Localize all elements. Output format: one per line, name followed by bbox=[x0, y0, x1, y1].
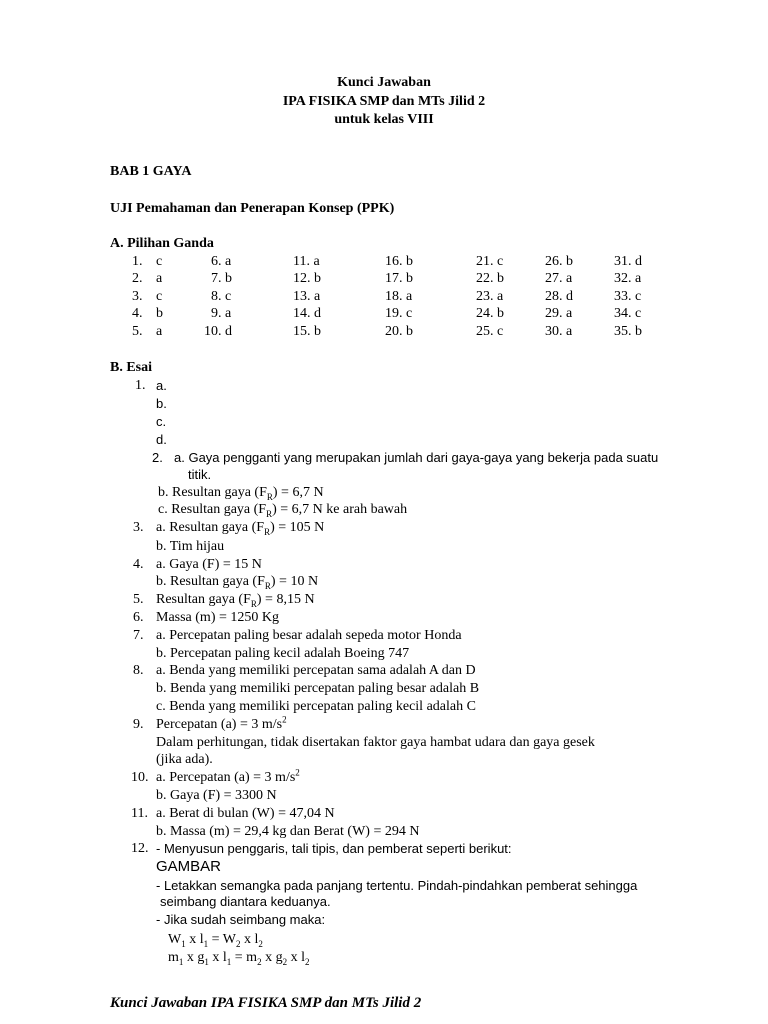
essay-item: a. Berat di bulan (W) = 47,04 N bbox=[156, 806, 335, 821]
essay-number: 11. bbox=[131, 806, 148, 821]
chapter-heading: BAB 1 GAYA bbox=[110, 164, 192, 179]
essay-item: - Menyusun penggaris, tali tipis, dan pemberat seperti berikut: bbox=[156, 841, 512, 856]
mc-answer: 2. a bbox=[132, 271, 163, 286]
mc-answer: 29. a bbox=[545, 306, 573, 321]
mc-answer: 30. a bbox=[545, 324, 573, 339]
mc-answer: 28. d bbox=[545, 289, 573, 304]
equation: $m_1$ x $g_1$ x $l_1 = m_2$ x $g_2$ x $l_2$ bbox=[168, 950, 310, 967]
essay-item: a. Percepatan (a) = 3 $m/s^2$ bbox=[156, 767, 300, 785]
mc-answer: 18. a bbox=[385, 289, 413, 304]
essay-item: titik. bbox=[188, 467, 212, 482]
essay-number: 8. bbox=[133, 663, 144, 678]
mc-answer: 21. c bbox=[476, 254, 504, 269]
essay-item: a. Percepatan paling besar adalah sepeda motor Honda bbox=[156, 628, 462, 643]
mc-answer: 23. a bbox=[476, 289, 504, 304]
essay-item: b. Percepatan paling kecil adalah Boeing 747 bbox=[156, 646, 410, 661]
essay-number: 10. bbox=[131, 770, 149, 785]
essay-item: d. bbox=[156, 432, 167, 447]
mc-answer: 25. c bbox=[476, 324, 504, 339]
mc-answer: 14. d bbox=[293, 306, 321, 321]
essay-item: a. Gaya pengganti yang merupakan jumlah dari gaya-gaya yang bekerja pada suatu bbox=[174, 450, 659, 465]
mc-answer: 11. a bbox=[293, 254, 320, 269]
essay-item: b. Massa (m) = 29,4 kg dan Berat (W) = 294 N bbox=[156, 824, 420, 839]
essay-item: c. bbox=[156, 414, 167, 429]
essay-item: b. Tim hijau bbox=[156, 539, 225, 554]
essay-item: Resultan gaya $(F_R) = 8,15$ N bbox=[156, 592, 315, 609]
essay-number: 2. bbox=[152, 450, 163, 465]
essay-item: c. Resultan gaya $(F_R) = 6,7$ N ke arah bawah bbox=[158, 502, 408, 519]
essay-item: b. Resultan gaya $(F_R) = 10$ N bbox=[156, 574, 319, 591]
essay-number: 5. bbox=[133, 592, 144, 607]
essay-item: a. bbox=[156, 378, 167, 393]
mc-answer: 3. c bbox=[132, 289, 163, 304]
mc-answer: 8. c bbox=[211, 289, 232, 304]
mc-answer: 1. c bbox=[132, 254, 163, 269]
essay-number: 7. bbox=[133, 628, 144, 643]
mc-answer: 22. b bbox=[476, 271, 504, 286]
mc-answer: 24. b bbox=[476, 306, 504, 321]
mc-answer: 20. b bbox=[385, 324, 413, 339]
mc-answer: 33. c bbox=[614, 289, 642, 304]
mc-answer: 26. b bbox=[545, 254, 573, 269]
essay-number: 12. bbox=[131, 841, 149, 856]
essay-item: (jika ada). bbox=[156, 752, 213, 767]
essay-item: Massa (m) = 1250 Kg bbox=[156, 610, 279, 625]
doc-title-line1: Kunci Jawaban bbox=[337, 75, 431, 90]
mc-answer: 13. a bbox=[293, 289, 321, 304]
mc-answer: 5. a bbox=[132, 324, 163, 339]
mc-answer: 9. a bbox=[211, 306, 232, 321]
figure-placeholder: GAMBAR bbox=[156, 858, 222, 875]
essay-item: - Jika sudah seimbang maka: bbox=[156, 912, 326, 927]
mc-answer: 4. b bbox=[132, 306, 163, 321]
mc-answer: 27. a bbox=[545, 271, 573, 286]
mc-answer: 16. b bbox=[385, 254, 413, 269]
page-footer: Kunci Jawaban IPA FISIKA SMP dan MTs Jilid 2 bbox=[110, 995, 422, 1011]
equation: $W_1$ x $l_1 = W_2$ x $l_2$ bbox=[168, 932, 263, 949]
doc-title-line3: untuk kelas VIII bbox=[334, 112, 434, 127]
mc-answer: 35. b bbox=[614, 324, 642, 339]
essay-item: - Letakkan semangka pada panjang tertentu. Pindah-pindahkan pemberat sehingga bbox=[156, 878, 638, 893]
essay-item: a. Gaya (F) = 15 N bbox=[156, 557, 262, 572]
essay-item: b. Resultan gaya $(F_R) = 6,7$ N bbox=[158, 485, 324, 502]
mc-answer: 32. a bbox=[614, 271, 642, 286]
essay-number: 3. bbox=[133, 520, 144, 535]
mc-answer: 10. d bbox=[204, 324, 232, 339]
essay-number: 9. bbox=[133, 717, 144, 732]
doc-title-line2: IPA FISIKA SMP dan MTs Jilid 2 bbox=[282, 94, 486, 109]
essay-item: c. Benda yang memiliki percepatan paling kecil adalah C bbox=[156, 699, 476, 714]
essay-item: seimbang diantara keduanya. bbox=[160, 894, 331, 909]
mc-answer: 34. c bbox=[614, 306, 642, 321]
essay-item: a. Resultan gaya $(F_R) = 105$ N bbox=[156, 520, 325, 537]
mc-answer: 17. b bbox=[385, 271, 413, 286]
mc-answer: 19. c bbox=[385, 306, 413, 321]
essay-item: b. bbox=[156, 396, 167, 411]
part-a-heading: A. Pilihan Ganda bbox=[110, 236, 214, 251]
mc-answer: 7. b bbox=[211, 271, 232, 286]
mc-answer: 6. a bbox=[211, 254, 232, 269]
essay-item: Percepatan (a) = 3 $m/s^2$ bbox=[156, 714, 287, 732]
section-heading: UJI Pemahaman dan Penerapan Konsep (PPK) bbox=[110, 201, 395, 216]
mc-answer: 31. d bbox=[614, 254, 642, 269]
mc-answer: 15. b bbox=[293, 324, 321, 339]
essay-number: 4. bbox=[133, 557, 144, 572]
essay-item: b. Gaya (F) = 3300 N bbox=[156, 788, 277, 803]
mc-answer: 12. b bbox=[293, 271, 321, 286]
essay-item: a. Benda yang memiliki percepatan sama adalah A dan D bbox=[156, 663, 476, 678]
essay-item: Dalam perhitungan, tidak disertakan faktor gaya hambat udara dan gaya gesek bbox=[156, 735, 595, 750]
part-b-heading: B. Esai bbox=[110, 360, 153, 375]
essay-number: 6. bbox=[133, 610, 144, 625]
essay-item: b. Benda yang memiliki percepatan paling besar adalah B bbox=[156, 681, 480, 696]
essay-number: 1. bbox=[135, 378, 146, 393]
